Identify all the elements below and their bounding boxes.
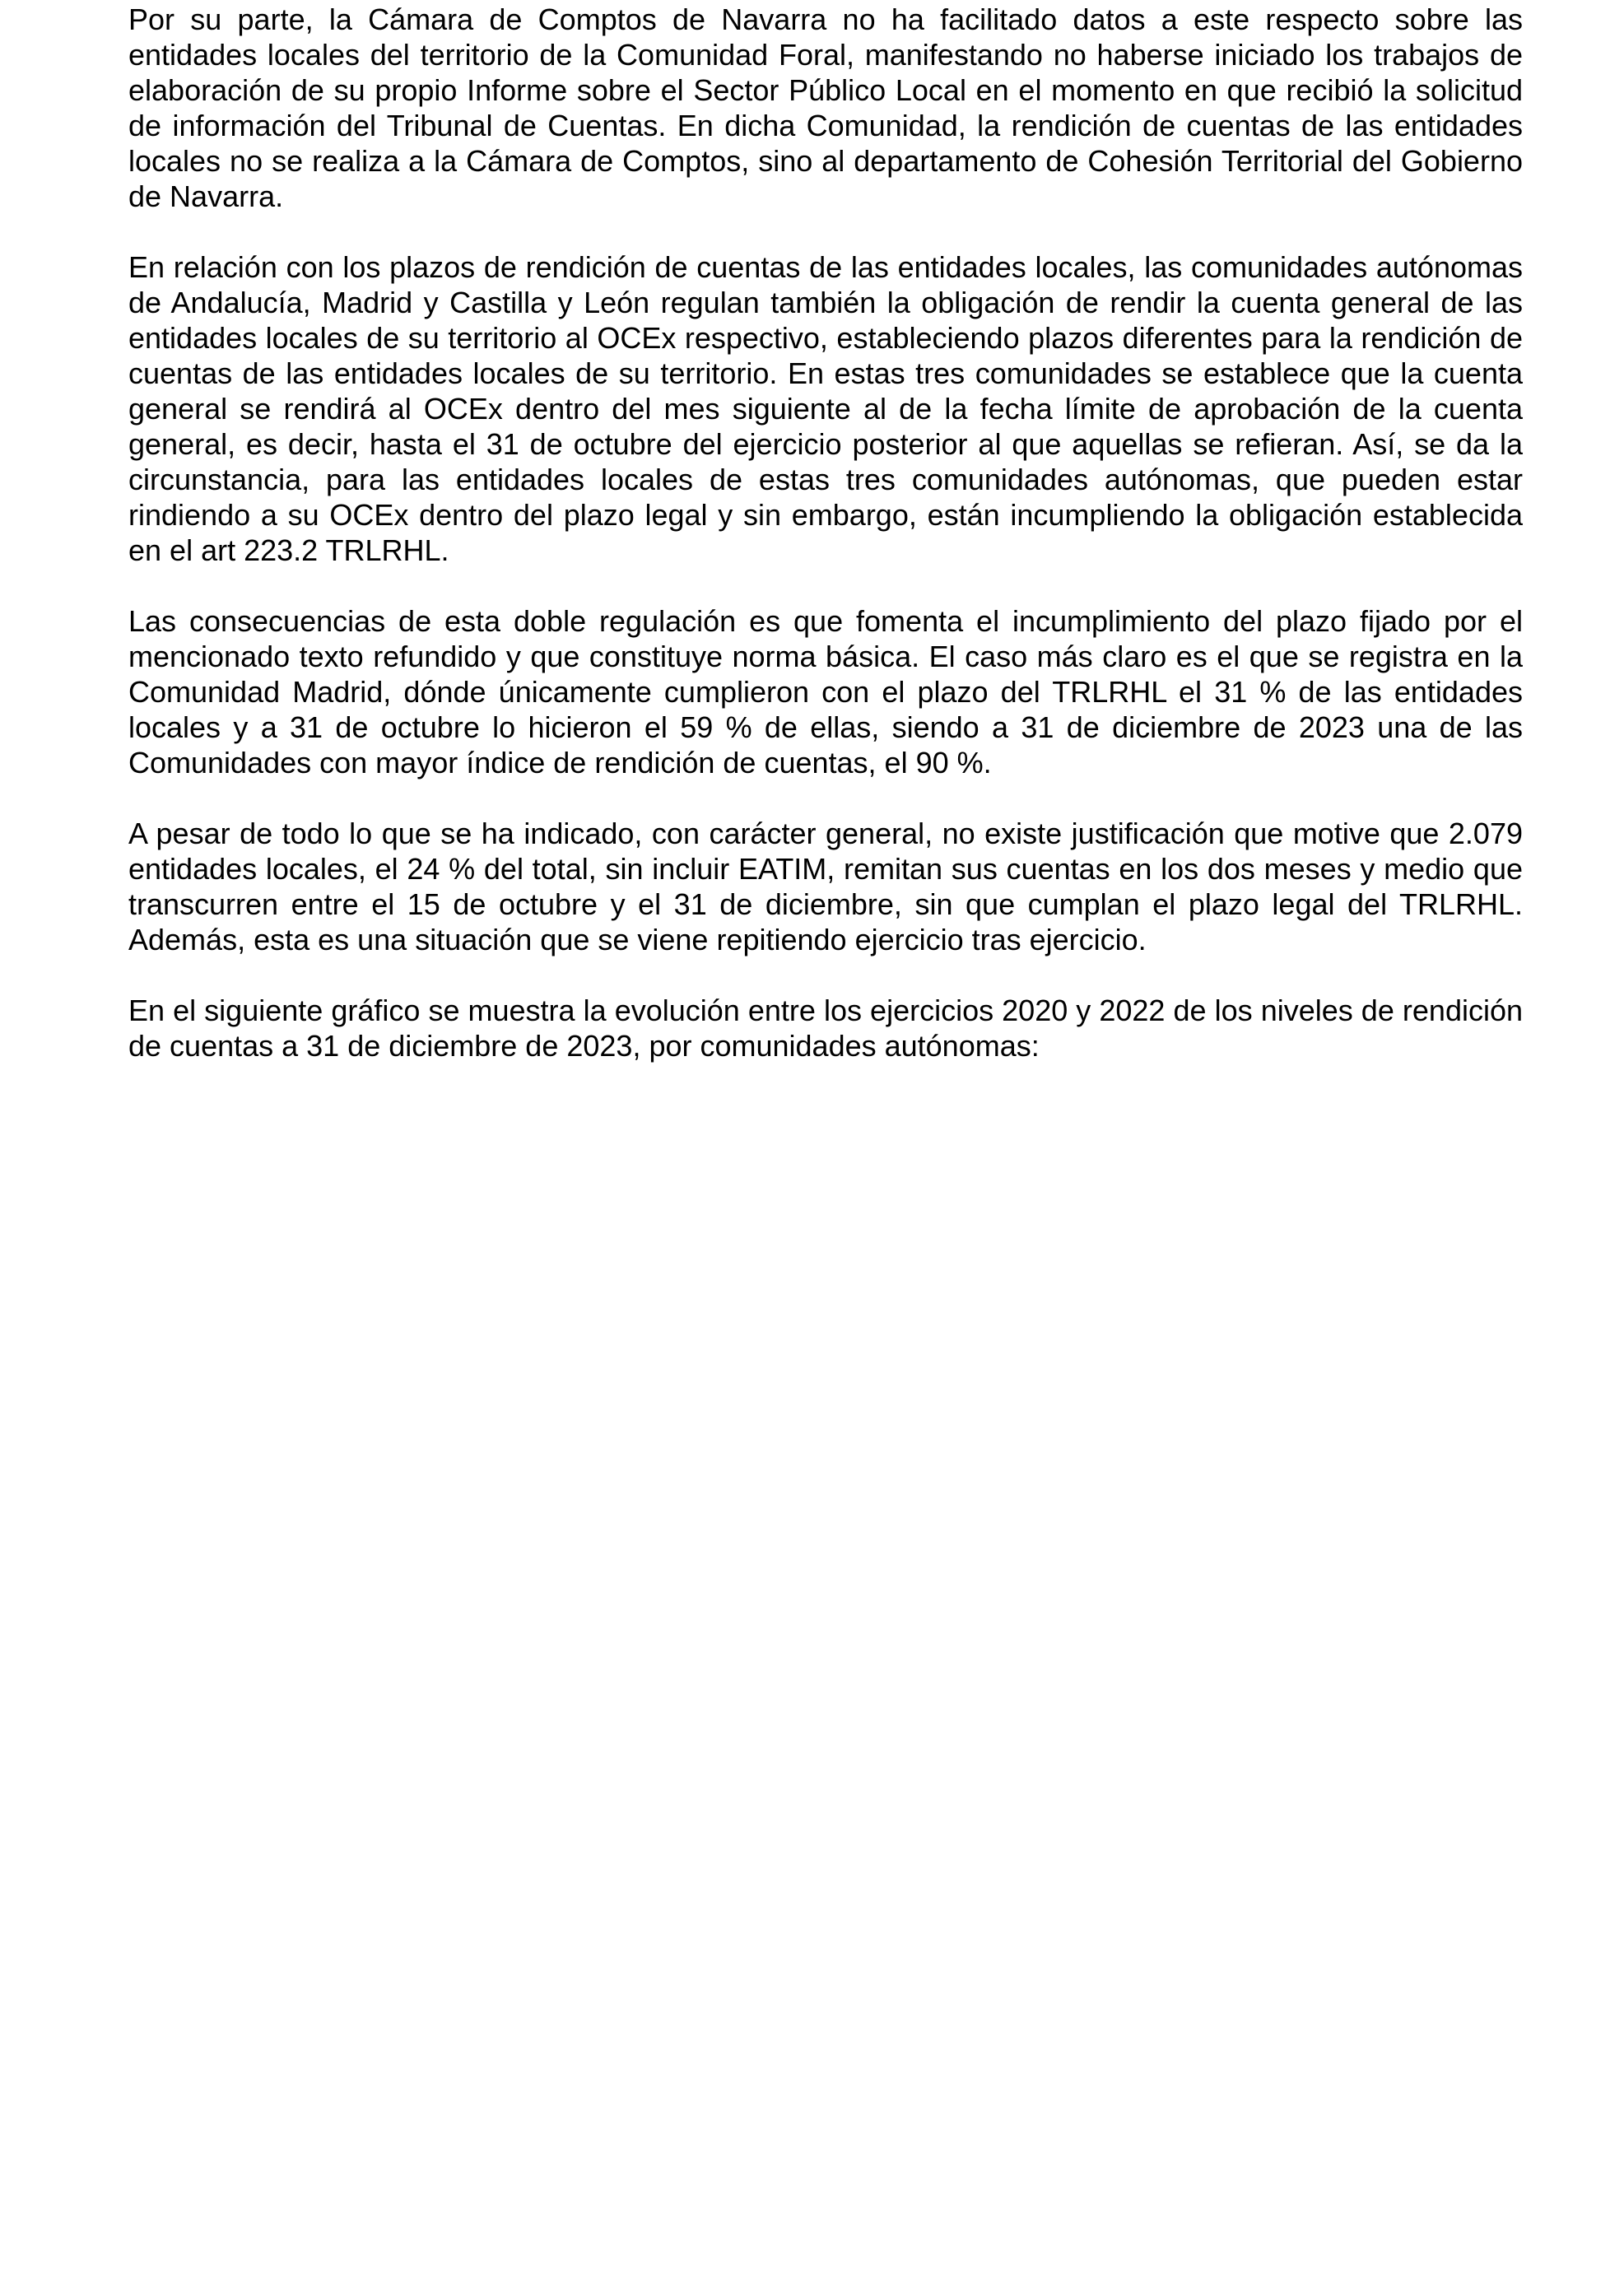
paragraph-plazos: En relación con los plazos de rendición de cuentas de las entidades locales, las comunidades autónomas de Andalucía, Madrid y Castilla y León regulan también la obligación de rendir la cuenta general de las entidades locales de su territorio al OCEx respectivo, estableciendo plazos diferentes para la rendición de cuentas de las entidades locales de su territorio. En estas tres comunidades se establece que la cuenta general se rendirá al OCEx dentro del mes siguiente al de la fecha límite de aprobación de la cuenta general, es decir, hasta el 31 de octubre del ejercicio posterior al que aquellas se refieran. Así, se da la circunstancia, para las entidades locales de estas tres comunidades autónomas, que pueden estar rindiendo a su OCEx dentro del plazo legal y sin embargo, están incumpliendo la obligación establecida en el art 223.2 TRLRHL.: [128, 250, 1523, 567]
paragraph-grafico-intro: En el siguiente gráfico se muestra la evolución entre los ejercicios 2020 y 2022 de los niveles de rendición de cuentas a 31 de diciembre de 2023, por comunidades autónomas:: [128, 994, 1523, 1063]
paragraph-consecuencias: Las consecuencias de esta doble regulación es que fomenta el incumplimiento del plazo fijado por el mencionado texto refundido y que constituye norma básica. El caso más claro es el que se registra en la Comunidad Madrid, dónde únicamente cumplieron con el plazo del TRLRHL el 31 % de las entidades locales y a 31 de octubre lo hicieron el 59 % de ellas, siendo a 31 de diciembre de 2023 una de las Comunidades con mayor índice de rendición de cuentas, el 90 %.: [128, 604, 1523, 780]
paragraph-justificacion: A pesar de todo lo que se ha indicado, con carácter general, no existe justificación que motive que 2.079 entidades locales, el 24 % del total, sin incluir EATIM, remitan sus cuentas en los dos meses y medio que transcurren entre el 15 de octubre y el 31 de diciembre, sin que cumplan el plazo legal del TRLRHL. Además, esta es una situación que se viene repitiendo ejercicio tras ejercicio.: [128, 817, 1523, 956]
document-page: [128, 0, 1523, 1099]
paragraph-navarra: Por su parte, la Cámara de Comptos de Navarra no ha facilitado datos a este respecto sobre las entidades locales del territorio de la Comunidad Foral, manifestando no haberse iniciado los trabajos de elaboración de su propio Informe sobre el Sector Público Local en el momento en que recibió la solicitud de información del Tribunal de Cuentas. En dicha Comunidad, la rendición de cuentas de las entidades locales no se realiza a la Cámara de Comptos, sino al departamento de Cohesión Territorial del Gobierno de Navarra.: [128, 2, 1523, 213]
